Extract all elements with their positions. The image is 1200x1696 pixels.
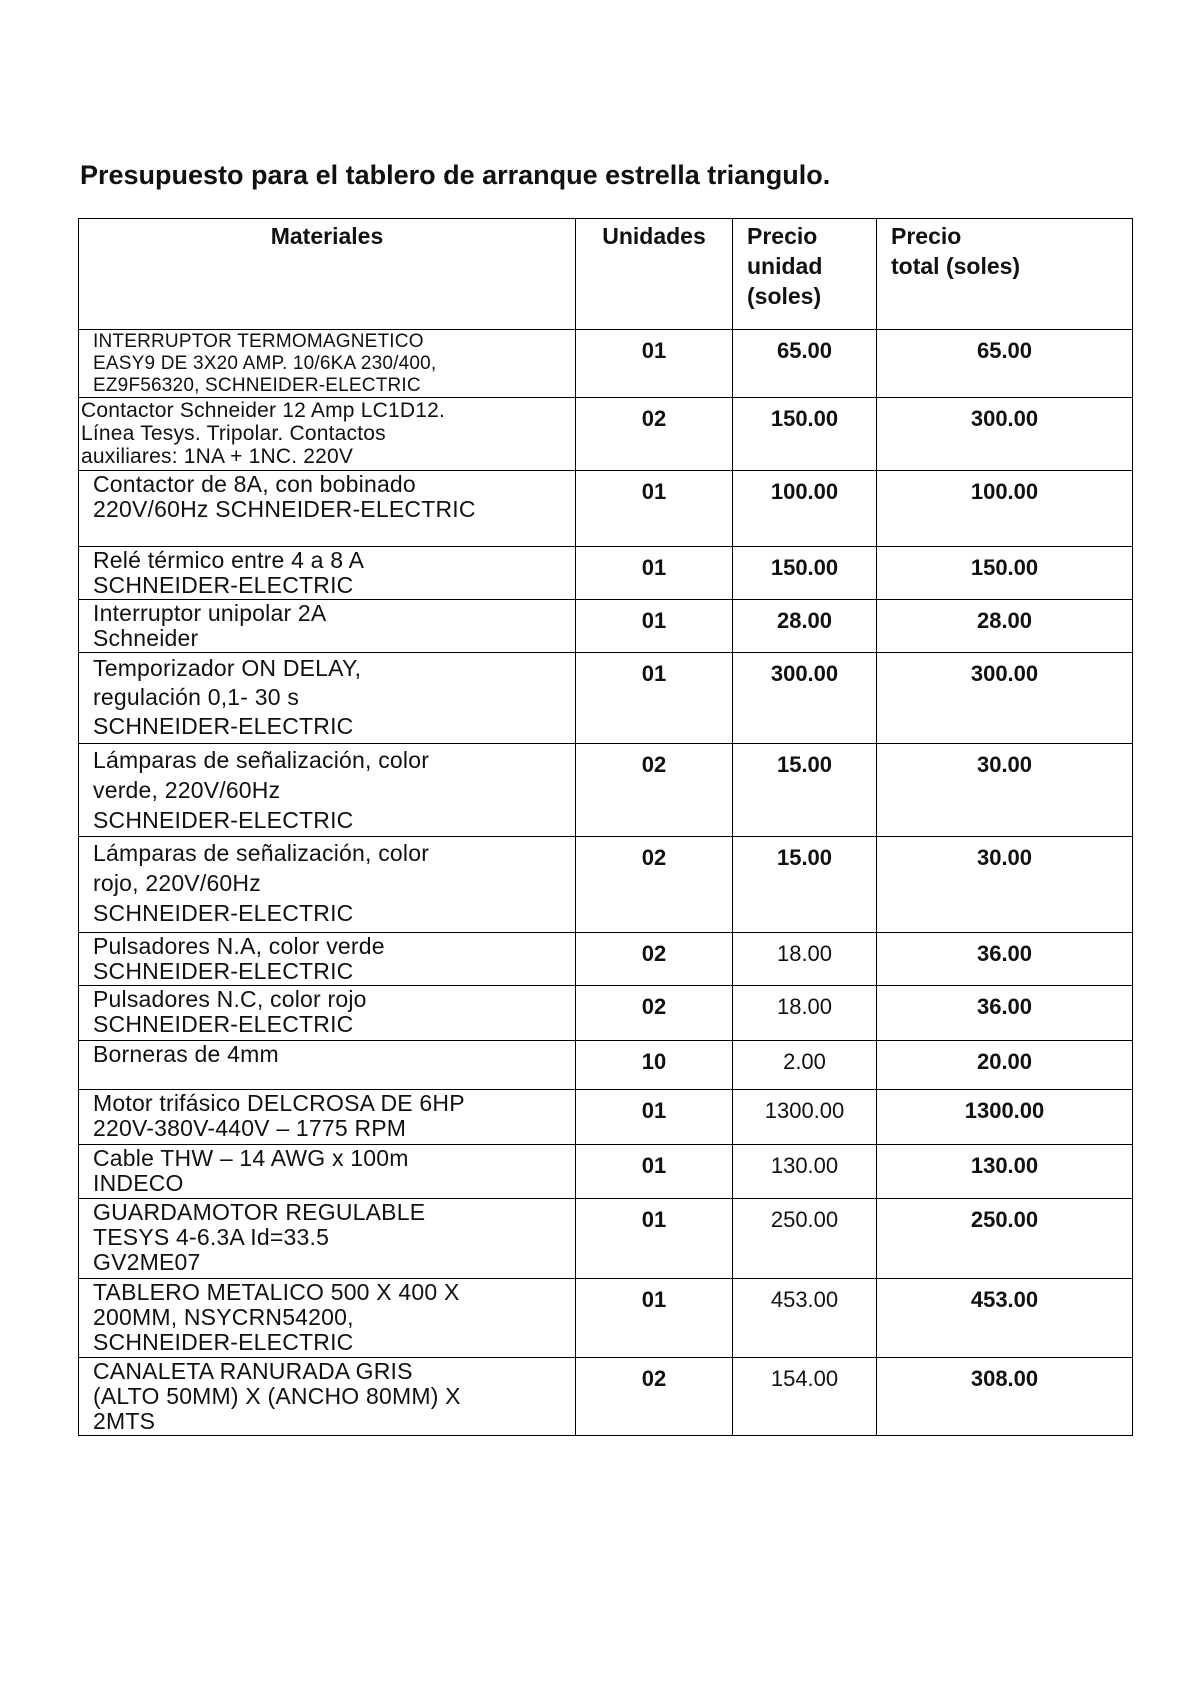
- document-title-text: Presupuesto para el tablero de arranque estrella triangulo.: [80, 160, 831, 190]
- table-row: [79, 744, 1133, 837]
- material-cell: INTERRUPTOR TERMOMAGNETICO EASY9 DE 3X20 AMP. 10/6KA 230/400, EZ9F56320, SCHNEIDER-ELECTRIC: [79, 330, 576, 398]
- table-row: [79, 547, 1133, 600]
- precio-unidad-cell: 1300.00: [733, 1090, 877, 1145]
- unidades-cell: 01: [576, 600, 733, 653]
- precio-total-cell: 36.00: [877, 933, 1133, 986]
- precio-unidad-cell: 2.00: [733, 1041, 877, 1090]
- precio-total-cell: 30.00: [877, 837, 1133, 933]
- table-row: [79, 1358, 1133, 1436]
- material-cell: CANALETA RANURADA GRIS (ALTO 50MM) X (ANCHO 80MM) X 2MTS: [79, 1358, 576, 1436]
- unidades-cell: 01: [576, 1145, 733, 1199]
- precio-unidad-cell: 150.00: [733, 547, 877, 600]
- table-row: [79, 471, 1133, 547]
- precio-unidad-cell: 100.00: [733, 471, 877, 547]
- table-row: [79, 653, 1133, 744]
- unidades-cell: 02: [576, 1358, 733, 1436]
- header-row: [79, 219, 1133, 330]
- table-row: [79, 1199, 1133, 1279]
- precio-unidad-cell: 453.00: [733, 1279, 877, 1358]
- precio-unidad-cell: 150.00: [733, 398, 877, 471]
- table-row: [79, 1145, 1133, 1199]
- precio-total-cell: 36.00: [877, 986, 1133, 1041]
- material-cell: Pulsadores N.C, color rojo SCHNEIDER-ELECTRIC: [79, 986, 576, 1041]
- unidades-cell: 02: [576, 398, 733, 471]
- unidades-cell: 02: [576, 837, 733, 933]
- unidades-cell: 02: [576, 933, 733, 986]
- material-cell: Interruptor unipolar 2A Schneider: [79, 600, 576, 653]
- precio-total-cell: 20.00: [877, 1041, 1133, 1090]
- unidades-cell: 01: [576, 1199, 733, 1279]
- precio-unidad-cell: 130.00: [733, 1145, 877, 1199]
- table-row: [79, 1090, 1133, 1145]
- precio-total-cell: 308.00: [877, 1358, 1133, 1436]
- header-precio-total: Precio total (soles): [877, 219, 1133, 330]
- table-row: [79, 933, 1133, 986]
- material-cell: Temporizador ON DELAY, regulación 0,1- 30 s SCHNEIDER-ELECTRIC: [79, 653, 576, 744]
- precio-total-cell: 100.00: [877, 471, 1133, 547]
- precio-unidad-cell: 28.00: [733, 600, 877, 653]
- table-row: [79, 398, 1133, 471]
- table-row: [79, 1041, 1133, 1090]
- precio-total-cell: 65.00: [877, 330, 1133, 398]
- precio-total-cell: 300.00: [877, 398, 1133, 471]
- material-cell: Pulsadores N.A, color verde SCHNEIDER-ELECTRIC: [79, 933, 576, 986]
- table-row: [79, 837, 1133, 933]
- precio-total-cell: 250.00: [877, 1199, 1133, 1279]
- precio-total-cell: 28.00: [877, 600, 1133, 653]
- header-unidades: Unidades: [576, 219, 733, 330]
- material-cell: Contactor de 8A, con bobinado 220V/60Hz SCHNEIDER-ELECTRIC: [79, 471, 576, 547]
- unidades-cell: 01: [576, 471, 733, 547]
- precio-total-cell: 30.00: [877, 744, 1133, 837]
- document-title: [80, 160, 830, 191]
- unidades-cell: 01: [576, 330, 733, 398]
- precio-unidad-cell: 15.00: [733, 837, 877, 933]
- precio-unidad-cell: 65.00: [733, 330, 877, 398]
- material-cell: Contactor Schneider 12 Amp LC1D12. Línea Tesys. Tripolar. Contactos auxiliares: 1NA + 1NC. 220V: [79, 398, 576, 471]
- precio-unidad-cell: 15.00: [733, 744, 877, 837]
- material-cell: TABLERO METALICO 500 X 400 X 200MM, NSYCRN54200, SCHNEIDER-ELECTRIC: [79, 1279, 576, 1358]
- header-precio-unidad: Precio unidad (soles): [733, 219, 877, 330]
- precio-unidad-cell: 300.00: [733, 653, 877, 744]
- budget-table: [78, 218, 1133, 1436]
- material-cell: GUARDAMOTOR REGULABLE TESYS 4-6.3A Id=33.5 GV2ME07: [79, 1199, 576, 1279]
- material-cell: Borneras de 4mm: [79, 1041, 576, 1090]
- table-row: [79, 600, 1133, 653]
- unidades-cell: 01: [576, 547, 733, 600]
- material-cell: Cable THW – 14 AWG x 100m INDECO: [79, 1145, 576, 1199]
- material-cell: Relé térmico entre 4 a 8 A SCHNEIDER-ELECTRIC: [79, 547, 576, 600]
- unidades-cell: 01: [576, 653, 733, 744]
- material-cell: Lámparas de señalización, color rojo, 220V/60Hz SCHNEIDER-ELECTRIC: [79, 837, 576, 933]
- precio-total-cell: 453.00: [877, 1279, 1133, 1358]
- table-row: [79, 330, 1133, 398]
- material-cell: Lámparas de señalización, color verde, 220V/60Hz SCHNEIDER-ELECTRIC: [79, 744, 576, 837]
- precio-unidad-cell: 18.00: [733, 986, 877, 1041]
- precio-total-cell: 130.00: [877, 1145, 1133, 1199]
- precio-total-cell: 1300.00: [877, 1090, 1133, 1145]
- material-cell: Motor trifásico DELCROSA DE 6HP 220V-380V-440V – 1775 RPM: [79, 1090, 576, 1145]
- precio-unidad-cell: 154.00: [733, 1358, 877, 1436]
- precio-unidad-cell: 18.00: [733, 933, 877, 986]
- precio-total-cell: 150.00: [877, 547, 1133, 600]
- unidades-cell: 02: [576, 744, 733, 837]
- precio-unidad-cell: 250.00: [733, 1199, 877, 1279]
- unidades-cell: 02: [576, 986, 733, 1041]
- precio-total-cell: 300.00: [877, 653, 1133, 744]
- unidades-cell: 01: [576, 1279, 733, 1358]
- table-row: [79, 986, 1133, 1041]
- unidades-cell: 10: [576, 1041, 733, 1090]
- table-row: [79, 1279, 1133, 1358]
- header-materiales: Materiales: [79, 219, 576, 330]
- unidades-cell: 01: [576, 1090, 733, 1145]
